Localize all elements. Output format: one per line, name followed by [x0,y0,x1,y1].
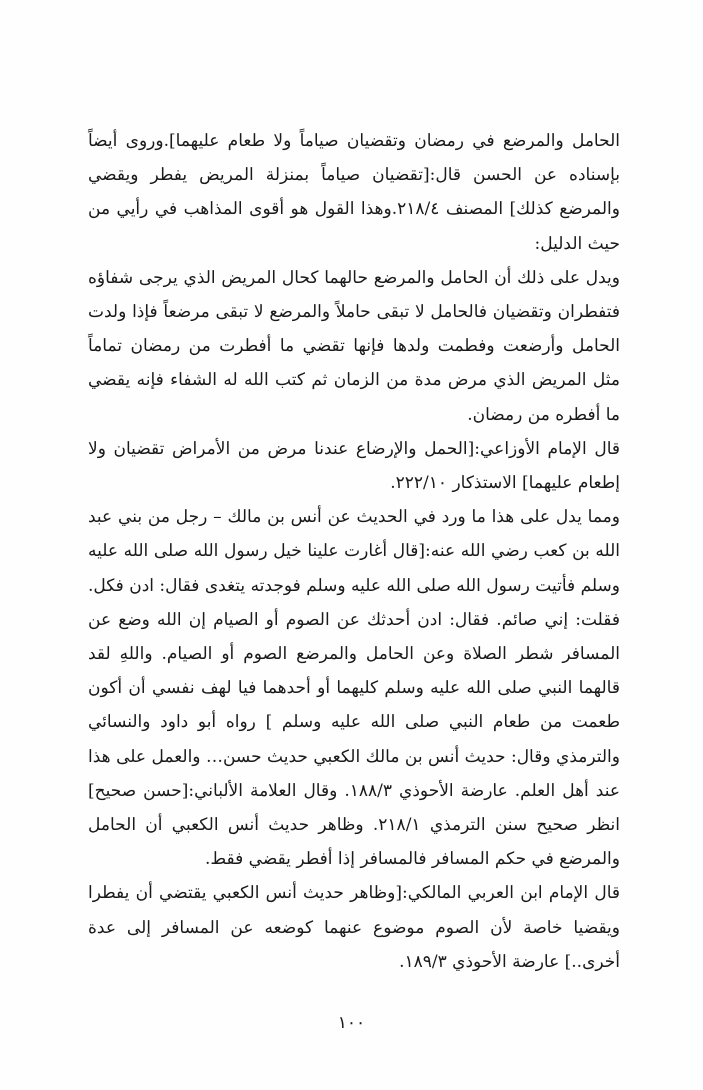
paragraph-4: ومما يدل على هذا ما ورد في الحديث عن أنس بن مالك – رجل من بني عبد الله بن كعب رضي الله عنه:[قال أغارت علينا خيل رسول الله صلى الله عليه وسلم فأتيت رسول الله صلى الله عليه وسلم فوجدته يتغدى فقال: ادن فكل. فقلت: إني صائم. فقال: ادن أحدثك عن الصوم أو الصيام إن الله وضع عن المسافر شطر الصلاة وعن الحامل والمرضع الصوم أو الصيام. واللهِ لقد قالهما النبي صلى الله عليه وسلم كليهما أو أحدهما فيا لهف نفسي أن أكون طعمت من طعام النبي صلى الله عليه وسلم ] رواه أبو داود والنسائي والترمذي وقال: حديث أنس بن مالك الكعبي حديث حسن… والعمل على هذا عند أهل العلم. عارضة الأحوذي ١٨٨/٣. وقال العلامة الألباني:[حسن صحيح] انظر صحيح سنن الترمذي ٢١٨/١. وظاهر حديث أنس الكعبي أن الحامل والمرضع في حكم المسافر فالمسافر إذا أفطر يقضي فقط. [88,507,620,870]
paragraph-2: ويدل على ذلك أن الحامل والمرضع حالهما كحال المريض الذي يرجى شفاؤه فتفطران وتقضيان فالحامل لا تبقى حاملاً والمرضع لا تبقى مرضعاً فإذا ولدت الحامل وأرضعت وفطمت ولدها فإنها تقضي ما أفطرت من رمضان تماماً مثل المريض الذي مرض مدة من الزمان ثم كتب الله له الشفاء فإنه يقضي ما أفطره من رمضان. [88,267,620,425]
page-body [88,124,620,979]
paragraph-1: الحامل والمرضع في رمضان وتقضيان صياماً ولا طعام عليهما].وروى أيضاً بإسناده عن الحسن قال:[تقضيان صياماً بمنزلة المريض يفطر ويقضي والمرضع كذلك] المصنف ٢١٨/٤.وهذا القول هو أقوى المذاهب في رأيي من حيث الدليل: [88,131,620,254]
paragraph-3: قال الإمام الأوزاعي:[الحمل والإرضاع عندنا مرض من الأمراض تقضيان ولا إطعام عليهما] الاستذكار ٢٢٢/١٠. [88,438,620,494]
page-number: ١٠٠ [337,1013,366,1033]
paragraph-5: قال الإمام ابن العربي المالكي:[وظاهر حديث أنس الكعبي يقتضي أن يفطرا ويقضيا خاصة لأن الصوم موضوع عنهما كوضعه عن المسافر إلى عدة أخرى..] عارضة الأحوذي ١٨٩/٣. [88,883,620,972]
